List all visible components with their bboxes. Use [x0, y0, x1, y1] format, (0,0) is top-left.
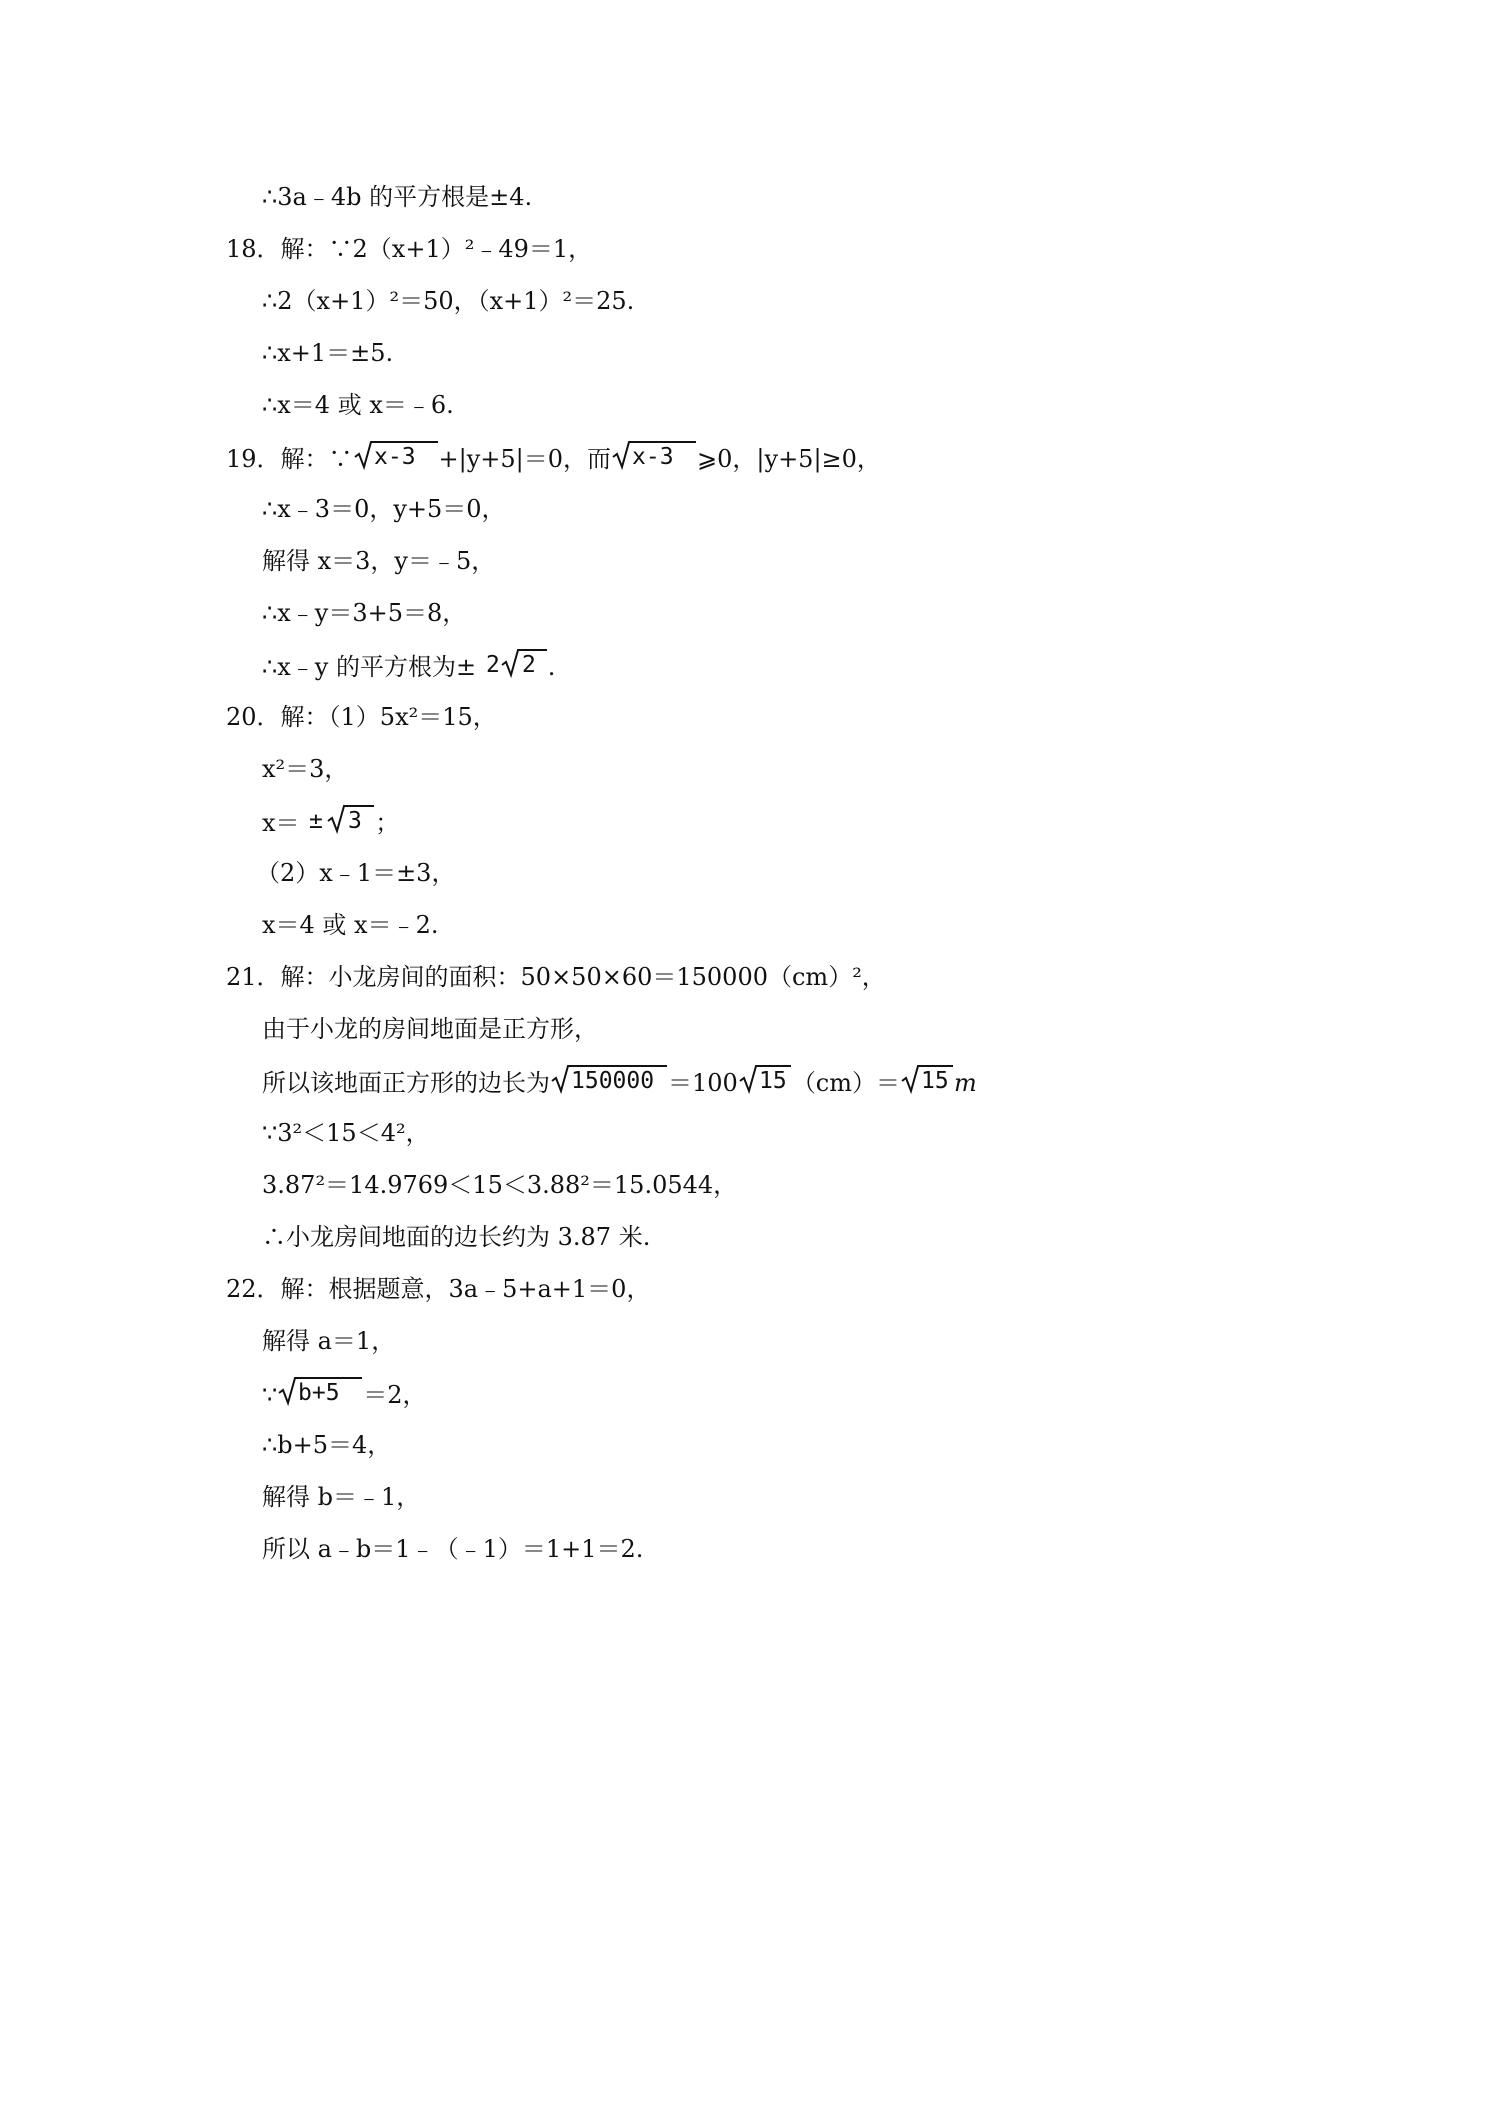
sqrt-expression	[739, 1064, 791, 1094]
text-line: x²＝3，	[262, 755, 349, 783]
problem-18-line: 18．解：∵2（x+1）²﹣49＝1，	[226, 235, 593, 263]
text-line: ∵ b+5 ＝2，	[262, 1376, 427, 1412]
sqrt-expression	[612, 440, 696, 470]
text-line: ∴b+5＝4，	[262, 1431, 392, 1459]
sqrt-expression	[551, 1064, 667, 1094]
problem-20-line: 20．解：（1）5x²＝15，	[226, 703, 497, 731]
svg-text:150000: 150000	[571, 1068, 655, 1094]
sqrt-expression	[485, 648, 547, 678]
problem-19-line: 19．解：∵ x-3 +|y+5|＝0，而 x-3 ⩾0，|y+5|≥0，	[226, 440, 881, 476]
svg-text:±: ±	[309, 808, 324, 834]
text-line: 解得 b＝﹣1，	[262, 1483, 421, 1511]
text-line: 所以 a﹣b＝1﹣（﹣1）＝1+1＝2.	[262, 1535, 644, 1563]
svg-text:2: 2	[485, 652, 500, 678]
sqrt-expression	[308, 804, 374, 834]
svg-text:x-3: x-3	[373, 444, 416, 470]
text-line: 解得 a＝1，	[262, 1327, 396, 1355]
svg-text:15: 15	[921, 1068, 949, 1094]
svg-text:3: 3	[348, 808, 363, 834]
text-line: ∴x﹣3＝0，y+5＝0，	[262, 495, 506, 523]
text-line: （2）x﹣1＝±3，	[256, 859, 456, 887]
svg-text:x-3: x-3	[632, 444, 674, 470]
problem-21-line: 21．解：小龙房间的面积：50×50×60＝150000（cm）²，	[226, 963, 886, 991]
text-line: x＝ ± 3 ；	[262, 804, 399, 840]
text-line: x＝4 或 x＝﹣2.	[262, 911, 439, 939]
svg-text:2: 2	[521, 652, 536, 678]
text-line: 解得 x＝3，y＝﹣5，	[262, 547, 496, 575]
text-line: ∴2（x+1）²＝50，（x+1）²＝25.	[262, 287, 635, 315]
sqrt-expression	[278, 1376, 362, 1406]
text-line: ∴x+1＝±5.	[262, 339, 394, 367]
text-line: ∴x﹣y＝3+5＝8，	[262, 599, 467, 627]
problem-22-line: 22．解：根据题意，3a﹣5+a+1＝0，	[226, 1275, 651, 1303]
text-line: ∴x＝4 或 x＝﹣6.	[262, 391, 454, 419]
text-line: ∵3²＜15＜4²，	[262, 1119, 430, 1147]
svg-text:15: 15	[758, 1068, 787, 1094]
text-line: 3.87²＝14.9769＜15＜3.88²＝15.0544，	[262, 1171, 738, 1199]
svg-text:b+5: b+5	[298, 1380, 340, 1406]
text-line: ∴小龙房间地面的边长约为 3.87 米.	[262, 1223, 651, 1251]
text-line: ∴3a﹣4b 的平方根是±4.	[262, 183, 533, 211]
text-line: 由于小龙的房间地面是正方形，	[262, 1015, 598, 1043]
text-line: 所以该地面正方形的边长为 150000 ＝100 15 （cm）＝ 15 m	[262, 1064, 977, 1100]
sqrt-expression	[354, 440, 438, 470]
sqrt-expression	[901, 1064, 953, 1094]
text-line: ∴x﹣y 的平方根为± 2 2 .	[262, 648, 555, 684]
